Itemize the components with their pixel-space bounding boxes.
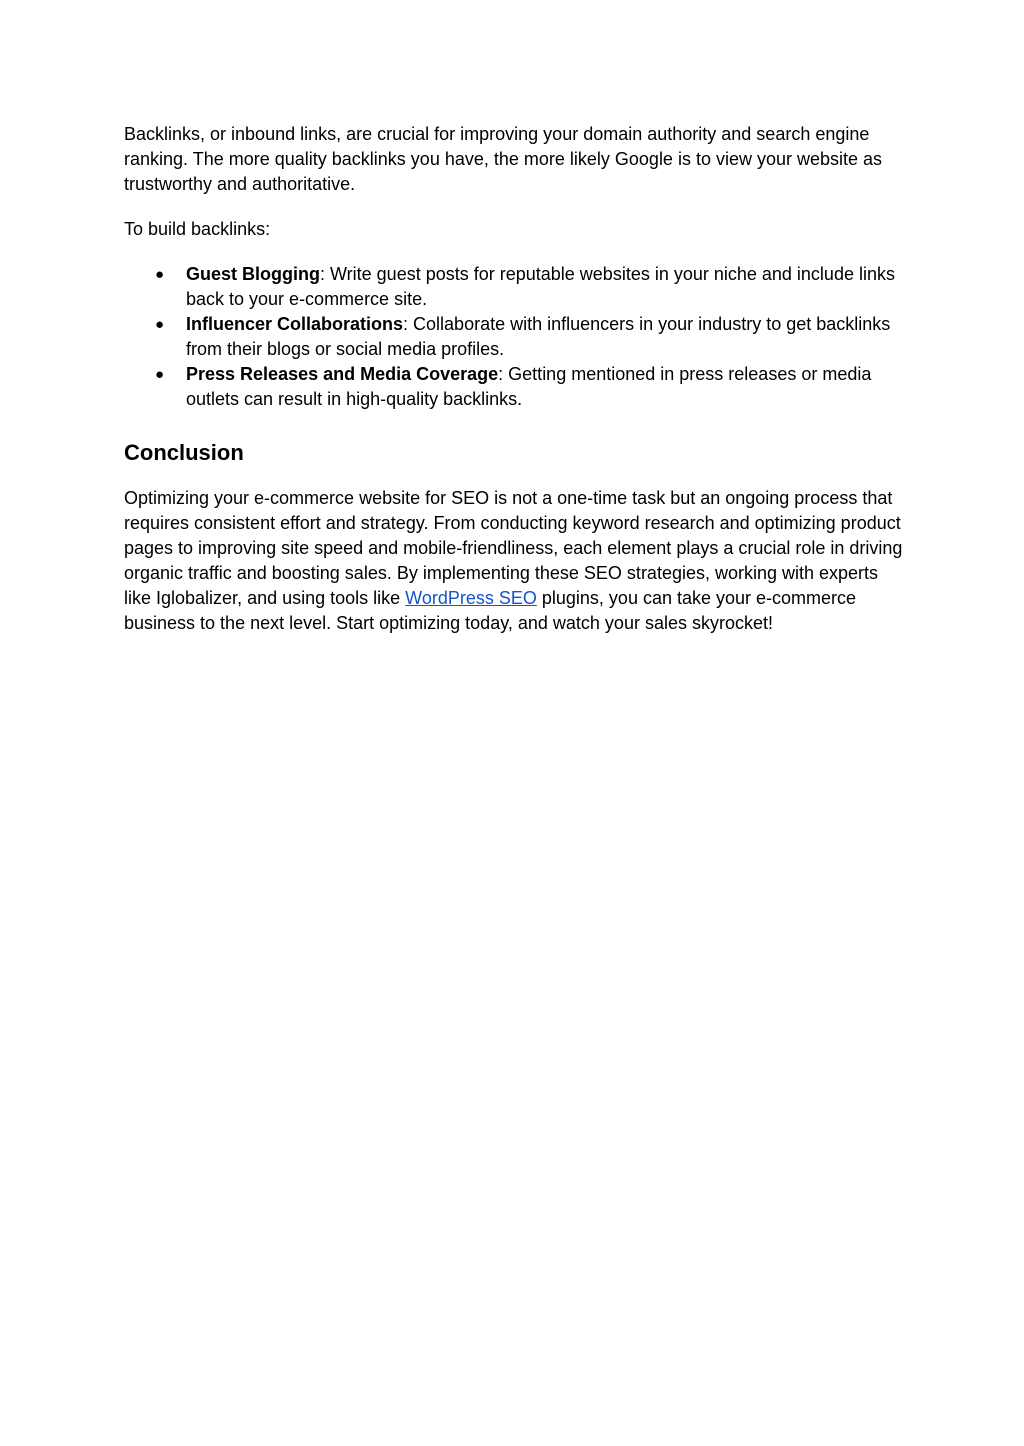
list-item-text: : Collaborate with influencers in your industry to get backlinks from their blogs or social media profiles. bbox=[186, 314, 891, 359]
list-item-text: : Getting mentioned in press releases or media outlets can result in high-quality backlinks. bbox=[186, 364, 872, 409]
list-item-text: : Write guest posts for reputable websites in your niche and include links back to your e-commerce site. bbox=[186, 264, 895, 309]
list-item-term: Guest Blogging bbox=[186, 264, 320, 284]
backlink-strategies-list bbox=[124, 262, 904, 412]
list-item-term: Influencer Collaborations bbox=[186, 314, 404, 334]
document-body bbox=[124, 122, 904, 636]
list-item bbox=[124, 362, 904, 412]
list-item bbox=[124, 312, 904, 362]
conclusion-heading: Conclusion bbox=[124, 440, 244, 465]
wordpress-seo-link[interactable]: WordPress SEO bbox=[405, 588, 537, 608]
intro-paragraph: Backlinks, or inbound links, are crucial for improving your domain authority and search engine ranking. The more quality backlinks you have, the more likely Google is to view your website as trustworthy and authoritative. bbox=[124, 124, 883, 194]
conclusion-text-before-link: Optimizing your e-commerce website for SEO is not a one-time task but an ongoing process that requires consistent effort and strategy. From conducting keyword research and optimizing product pages to improving site speed and mobile-friendliness, each element plays a crucial role in driving organic traffic and boosting sales. By implementing these SEO strategies, working with experts like Iglobalizer, and using tools like bbox=[124, 488, 903, 608]
list-item bbox=[124, 262, 904, 312]
backlinks-lead-paragraph: To build backlinks: bbox=[124, 219, 271, 239]
bullet-icon: ● bbox=[155, 366, 165, 383]
conclusion-paragraph bbox=[124, 486, 904, 636]
bullet-icon: ● bbox=[155, 266, 165, 283]
conclusion-text-after-link: plugins, you can take your e-commerce business to the next level. Start optimizing today, and watch your sales skyrocket! bbox=[124, 588, 857, 633]
list-item-term: Press Releases and Media Coverage bbox=[186, 364, 499, 384]
bullet-icon: ● bbox=[155, 316, 165, 333]
